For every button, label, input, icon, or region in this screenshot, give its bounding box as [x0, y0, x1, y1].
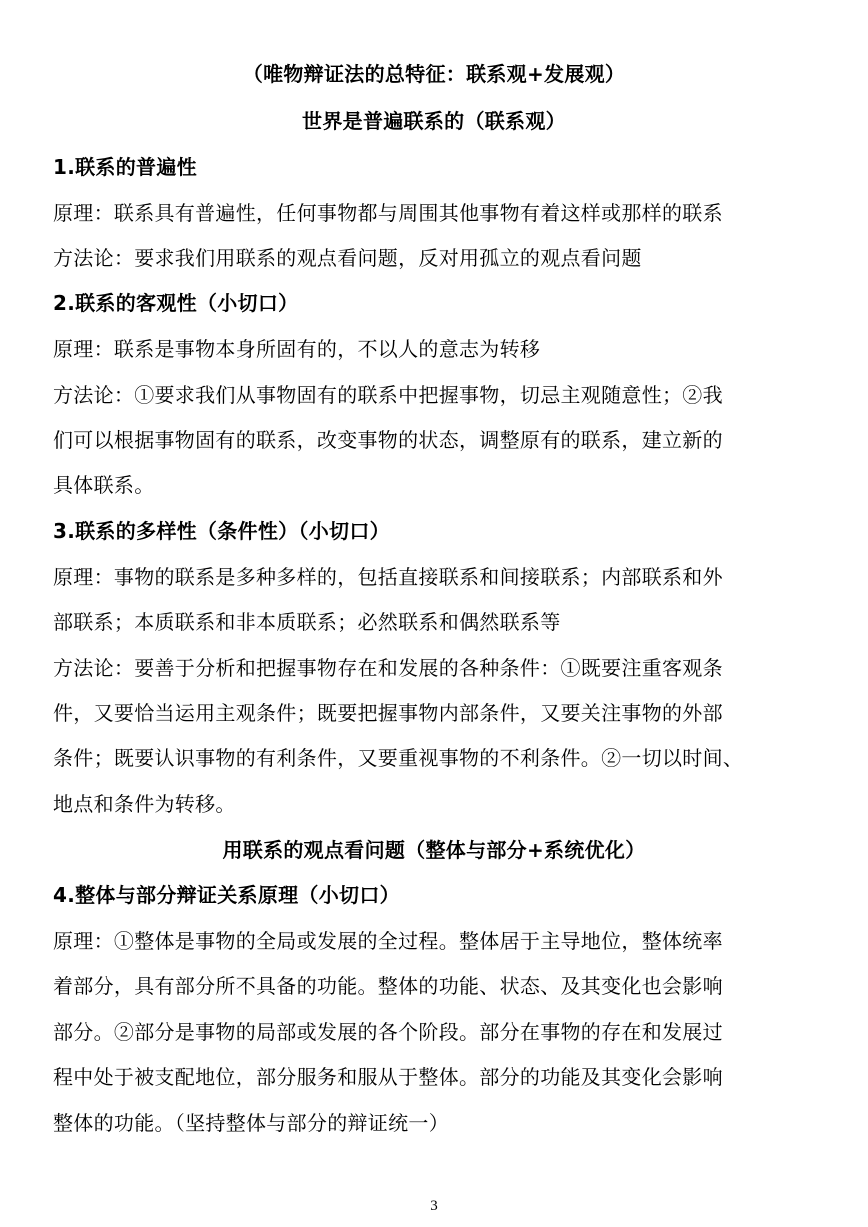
item3-heading: 3.联系的多样性（条件性）（小切口）	[53, 519, 390, 543]
item4-principle-line: 着部分，具有部分所不具备的功能。整体的功能、状态、及其变化也会影响	[53, 974, 723, 998]
item1-method: 方法论：要求我们用联系的观点看问题，反对用孤立的观点看问题	[53, 246, 642, 270]
section-heading-connection-viewpoint: 用联系的观点看问题（整体与部分+系统优化）	[222, 838, 646, 862]
item3-method-line: 件，又要恰当运用主观条件；既要把握事物内部条件，又要关注事物的外部	[53, 701, 723, 725]
item3-principle-line: 原理：事物的联系是多种多样的，包括直接联系和间接联系；内部联系和外	[53, 565, 723, 589]
item3-method-line: 条件；既要认识事物的有利条件，又要重视事物的不利条件。②一切以时间、	[53, 746, 744, 770]
item4-principle-line: 程中处于被支配地位，部分服务和服从于整体。部分的功能及其变化会影响	[53, 1065, 723, 1089]
item2-method-line: 具体联系。	[53, 473, 155, 497]
item2-method-line: 们可以根据事物固有的联系，改变事物的状态，调整原有的联系，建立新的	[53, 428, 723, 452]
item3-principle-line: 部联系；本质联系和非本质联系；必然联系和偶然联系等	[53, 610, 561, 634]
item2-method-line: 方法论：①要求我们从事物固有的联系中把握事物，切忌主观随意性；②我	[53, 383, 723, 407]
item2-principle: 原理：联系是事物本身所固有的，不以人的意志为转移	[53, 337, 541, 361]
page-number: 3	[430, 1198, 438, 1214]
item1-principle: 原理：联系具有普遍性，任何事物都与周围其他事物有着这样或那样的联系	[53, 201, 723, 225]
item3-method-line: 地点和条件为转移。	[53, 792, 236, 816]
item3-method-line: 方法论：要善于分析和把握事物存在和发展的各种条件：①既要注重客观条	[53, 656, 723, 680]
section-heading-universal-connection: 世界是普遍联系的（联系观）	[302, 109, 566, 133]
item1-heading: 1.联系的普遍性	[53, 155, 197, 179]
item4-principle-line: 整体的功能。（坚持整体与部分的辩证统一）	[53, 1111, 449, 1135]
item2-heading: 2.联系的客观性（小切口）	[53, 291, 299, 315]
item4-principle-line: 部分。②部分是事物的局部或发展的各个阶段。部分在事物的存在和发展过	[53, 1020, 723, 1044]
document-title: （唯物辩证法的总特征：联系观+发展观）	[242, 62, 626, 86]
item4-principle-line: 原理：①整体是事物的全局或发展的全过程。整体居于主导地位，整体统率	[53, 929, 723, 953]
item4-heading: 4.整体与部分辩证关系原理（小切口）	[53, 883, 400, 907]
